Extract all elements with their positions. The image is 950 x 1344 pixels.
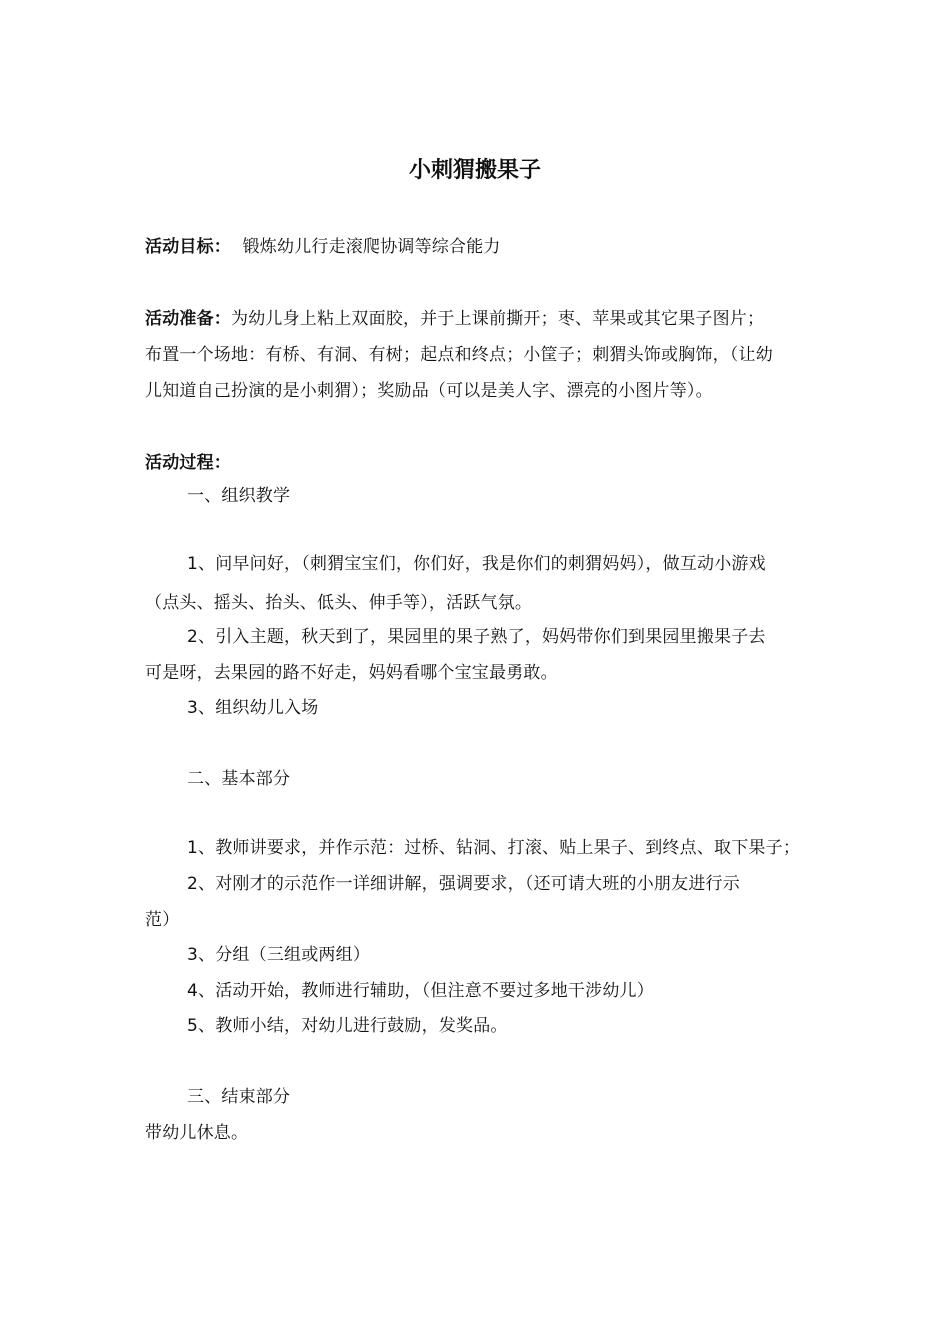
prep-label: 活动准备： bbox=[145, 309, 231, 329]
prep-line-1 bbox=[145, 308, 764, 330]
goal-text: 锻炼幼儿行走滚爬协调等综合能力 bbox=[242, 237, 501, 257]
section1-heading: 一、组织教学 bbox=[187, 486, 291, 506]
section1-item1-line2: （点头、摇头、抬头、低头、伸手等），活跃气氛。 bbox=[145, 593, 533, 613]
section2-heading: 二、基本部分 bbox=[187, 769, 291, 789]
section1-item2-line2: 可是呀，去果园的路不好走，妈妈看哪个宝宝最勇敢。 bbox=[145, 663, 558, 683]
section3-text: 带幼儿休息。 bbox=[145, 1123, 249, 1143]
goal-line bbox=[145, 236, 501, 258]
document-title: 小刺猬搬果子 bbox=[408, 158, 541, 183]
section3-heading: 三、结束部分 bbox=[187, 1087, 291, 1107]
section2-item3: 3、分组（三组或两组） bbox=[187, 945, 371, 965]
section1-item3: 3、组织幼儿入场 bbox=[187, 698, 319, 718]
prep-line-2: 布置一个场地：有桥、有洞、有树；起点和终点；小筐子；刺猬头饰或胸饰，（让幼 bbox=[145, 345, 773, 365]
goal-label: 活动目标： bbox=[145, 237, 231, 257]
section2-item4: 4、活动开始，教师进行辅助，（但注意不要过多地干涉幼儿） bbox=[187, 981, 654, 1001]
section2-item5: 5、教师小结，对幼儿进行鼓励，发奖品。 bbox=[187, 1016, 508, 1036]
section1-item1-line1: 1、问早问好，（刺猬宝宝们，你们好，我是你们的刺猬妈妈），做互动小游戏 bbox=[187, 554, 766, 574]
section2-item1: 1、教师讲要求，并作示范：过桥、钻洞、打滚、贴上果子、到终点、取下果子； bbox=[187, 838, 801, 858]
process-label: 活动过程： bbox=[145, 453, 231, 473]
section2-item2-line2: 范） bbox=[145, 910, 180, 930]
section2-item2-line1: 2、对刚才的示范作一详细讲解，强调要求，（还可请大班的小朋友进行示 bbox=[187, 874, 740, 894]
prep-line-3: 儿知道自己扮演的是小刺猬）；奖励品（可以是美人字、漂亮的小图片等）。 bbox=[145, 381, 713, 401]
prep-text-1: 为幼儿身上粘上双面胶，并于上课前撕开；枣、苹果或其它果子图片； bbox=[231, 309, 765, 329]
section1-item2-line1: 2、引入主题，秋天到了，果园里的果子熟了，妈妈带你们到果园里搬果子去 bbox=[187, 627, 766, 647]
